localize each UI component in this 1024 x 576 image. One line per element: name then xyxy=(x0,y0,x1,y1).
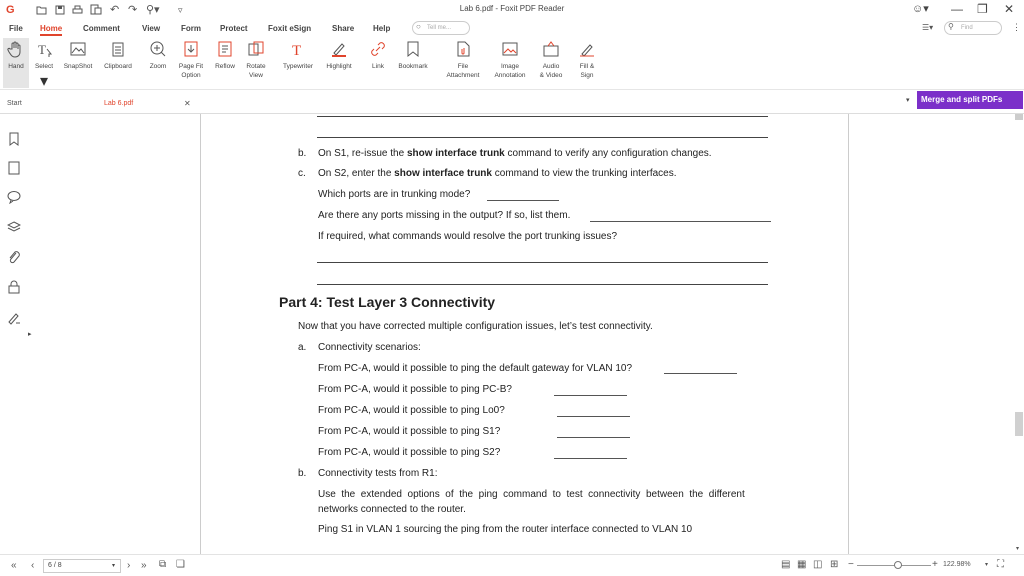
scroll-down-arrow-icon[interactable]: ▾ xyxy=(1016,546,1020,552)
answer-blank xyxy=(487,200,559,201)
question-resolve-commands: If required, what commands would resolve the port trunking issues? xyxy=(318,231,618,242)
expand-panel-icon[interactable]: ▸ xyxy=(28,331,32,338)
comments-panel-icon[interactable] xyxy=(7,190,21,204)
vertical-scrollbar[interactable] xyxy=(1014,114,1024,554)
reflow-button[interactable]: Reflow xyxy=(210,38,240,88)
reflow-icon xyxy=(216,40,234,58)
menu-home[interactable]: Home xyxy=(40,24,62,36)
continuous-view-icon[interactable]: ▦ xyxy=(797,559,807,570)
file-attachment-icon xyxy=(454,40,472,58)
ping-s1-instruction: Ping S1 in VLAN 1 sourcing the ping from the router interface connected to VLAN 10 xyxy=(318,524,693,535)
typewriter-button[interactable]: T Typewriter xyxy=(277,38,319,88)
answer-line xyxy=(317,137,768,138)
connectivity-scenarios-label: Connectivity scenarios: xyxy=(318,342,421,353)
rotate-page-icon[interactable]: ⧉ xyxy=(159,559,167,570)
zoom-icon xyxy=(149,40,167,58)
clipboard-button[interactable]: Clipboard xyxy=(99,38,137,88)
window-title: Lab 6.pdf - Foxit PDF Reader xyxy=(459,4,565,13)
tab-list-dropdown-icon[interactable]: ▾ xyxy=(906,97,910,104)
menu-foxit-esign[interactable]: Foxit eSign xyxy=(268,24,312,33)
menu-bar xyxy=(0,20,1024,38)
bookmarks-panel-icon[interactable] xyxy=(7,132,21,146)
zoom-slider-handle[interactable] xyxy=(894,561,902,569)
tab-lab6-pdf[interactable]: Lab 6.pdf xyxy=(104,100,134,107)
status-bar xyxy=(0,554,1024,576)
audio-video-button[interactable]: Audio & Video xyxy=(535,38,567,88)
link-button[interactable]: Link xyxy=(367,38,389,88)
foxit-logo-icon: G xyxy=(6,4,15,16)
audio-video-icon xyxy=(542,40,560,58)
scenario-ping-pcb: From PC-A, would it possible to ping PC-B? xyxy=(318,384,512,395)
select-text-icon xyxy=(35,40,53,58)
page-fit-option-button[interactable]: Page Fit Option xyxy=(174,38,208,88)
lightbulb-icon: ○ xyxy=(416,22,421,31)
last-page-icon[interactable]: » xyxy=(141,560,147,571)
answer-blank xyxy=(590,221,771,222)
title-bar xyxy=(0,0,1024,20)
menu-protect[interactable]: Protect xyxy=(220,24,248,33)
security-panel-icon[interactable] xyxy=(7,280,21,294)
answer-blank xyxy=(557,416,630,417)
link-icon xyxy=(369,40,387,58)
close-button[interactable]: ✕ xyxy=(1004,2,1015,16)
highlight-icon xyxy=(330,40,348,58)
part4-intro: Now that you have corrected multiple configuration issues, let’s test connectivity. xyxy=(298,321,653,332)
pdf-page xyxy=(200,114,849,554)
svg-text:T: T xyxy=(38,42,46,57)
fill-sign-icon xyxy=(578,40,596,58)
menu-share[interactable]: Share xyxy=(332,24,355,33)
pages-panel-icon[interactable] xyxy=(7,161,21,175)
snapshot-button[interactable]: SnapShot xyxy=(59,38,97,88)
step-letter: b. xyxy=(298,148,307,159)
menu-form[interactable]: Form xyxy=(181,24,201,33)
menu-view[interactable]: View xyxy=(142,24,161,33)
image-annotation-icon xyxy=(501,40,519,58)
highlight-button[interactable]: Highlight xyxy=(320,38,358,88)
bookmark-button[interactable]: Bookmark xyxy=(393,38,433,88)
continuous-facing-view-icon[interactable]: ⊞ xyxy=(830,559,839,570)
hand-tool-button[interactable]: Hand xyxy=(3,38,29,88)
step-letter: b. xyxy=(298,468,307,479)
fullscreen-icon[interactable]: ⛶ xyxy=(997,559,1004,570)
select-tool-button[interactable]: T Select ▾ xyxy=(34,42,54,90)
tell-me-input[interactable]: Tell me... xyxy=(412,21,470,35)
question-trunking-ports: Which ports are in trunking mode? xyxy=(318,189,471,200)
answer-line xyxy=(317,262,768,263)
scenario-ping-lo0: From PC-A, would it possible to ping Lo0? xyxy=(318,405,505,416)
zoom-button[interactable]: Zoom xyxy=(144,38,172,88)
answer-blank xyxy=(554,395,627,396)
first-page-icon[interactable]: « xyxy=(11,560,17,571)
undo-icon[interactable]: ↶ xyxy=(110,4,120,16)
step-letter: c. xyxy=(298,168,306,179)
answer-blank xyxy=(664,373,737,374)
zoom-out-icon[interactable]: − xyxy=(848,559,854,570)
single-page-view-icon[interactable]: ▤ xyxy=(781,559,791,570)
select-dropdown-icon[interactable]: ⚲▾ xyxy=(146,4,160,16)
restore-button[interactable]: ❐ xyxy=(977,2,988,16)
ribbon-toolbar xyxy=(0,38,1024,90)
previous-page-icon[interactable]: ‹ xyxy=(31,560,35,571)
step-letter: a. xyxy=(298,342,307,353)
page-thumbnail-icon[interactable]: ❏ xyxy=(176,559,185,570)
rotate-view-button[interactable]: Rotate View xyxy=(241,38,271,88)
typewriter-icon xyxy=(289,40,307,58)
merge-split-pdfs-button[interactable]: Merge and split PDFs xyxy=(917,91,1023,109)
redo-icon[interactable]: ↷ xyxy=(128,4,138,16)
zoom-dropdown-icon[interactable]: ▾ xyxy=(985,562,989,568)
left-navigation-panel xyxy=(0,114,32,554)
bookmark-icon xyxy=(404,40,422,58)
step-b-text: On S1, re-issue the show interface trunk command to verify any configuration changes. xyxy=(318,148,712,159)
svg-text:T: T xyxy=(292,43,302,58)
signature-panel-icon[interactable] xyxy=(7,311,21,325)
extended-ping-instruction-cont: networks connected to the router. xyxy=(318,504,466,515)
layers-panel-icon[interactable] xyxy=(7,220,21,234)
scrollbar-thumb[interactable] xyxy=(1015,412,1023,436)
document-tab-bar xyxy=(0,94,1024,114)
minimize-button[interactable]: — xyxy=(951,2,963,16)
close-tab-icon[interactable]: ✕ xyxy=(184,99,191,108)
snapshot-icon xyxy=(69,40,87,58)
image-annotation-button[interactable]: Image Annotation xyxy=(488,38,532,88)
scenario-default-gateway: From PC-A, would it possible to ping the default gateway for VLAN 10? xyxy=(318,363,633,374)
answer-line xyxy=(317,284,768,285)
part4-heading: Part 4: Test Layer 3 Connectivity xyxy=(279,294,496,310)
rotate-icon xyxy=(247,40,265,58)
menu-file[interactable]: File xyxy=(9,24,23,33)
search-icon: ⚲ xyxy=(948,22,954,31)
answer-blank xyxy=(554,458,627,459)
more-options-icon[interactable]: ⋮ xyxy=(1012,22,1021,32)
menu-help[interactable]: Help xyxy=(373,24,391,33)
next-page-icon[interactable]: › xyxy=(127,560,131,571)
step-c-text: On S2, enter the show interface trunk command to view the trunking interfaces. xyxy=(318,168,677,179)
question-missing-ports: Are there any ports missing in the output? If so, list them. xyxy=(318,210,571,221)
answer-line xyxy=(317,116,768,117)
zoom-level[interactable]: 122.98% xyxy=(943,561,971,568)
page-fit-icon xyxy=(182,40,200,58)
tab-start[interactable]: Start xyxy=(7,100,22,107)
scroll-up-arrow-icon[interactable] xyxy=(1015,114,1023,120)
customize-toolbar-icon[interactable]: ▿ xyxy=(178,5,183,15)
account-icon[interactable]: ☺▾ xyxy=(912,3,929,15)
clipboard-icon xyxy=(109,40,127,58)
search-options-icon[interactable]: ☰▾ xyxy=(922,23,934,32)
attachments-panel-icon[interactable] xyxy=(7,250,21,264)
zoom-in-icon[interactable]: + xyxy=(932,559,938,570)
hand-icon xyxy=(7,40,25,58)
facing-view-icon[interactable]: ◫ xyxy=(813,559,823,570)
scenario-ping-s1: From PC-A, would it possible to ping S1? xyxy=(318,426,501,437)
page-dropdown-icon[interactable]: ▾ xyxy=(112,563,116,569)
page-number-input[interactable]: 6 / 8 ▾ xyxy=(43,559,121,573)
menu-comment[interactable]: Comment xyxy=(83,24,120,33)
answer-blank xyxy=(557,437,630,438)
find-input[interactable]: Find xyxy=(944,21,1002,35)
scenario-ping-s2: From PC-A, would it possible to ping S2? xyxy=(318,447,501,458)
file-attachment-button[interactable]: File Attachment xyxy=(441,38,485,88)
extended-ping-instruction: Use the extended options of the ping command to test connectivity between the different xyxy=(318,489,745,500)
connectivity-tests-label: Connectivity tests from R1: xyxy=(318,468,438,479)
fill-sign-button[interactable]: Fill & Sign xyxy=(573,38,601,88)
